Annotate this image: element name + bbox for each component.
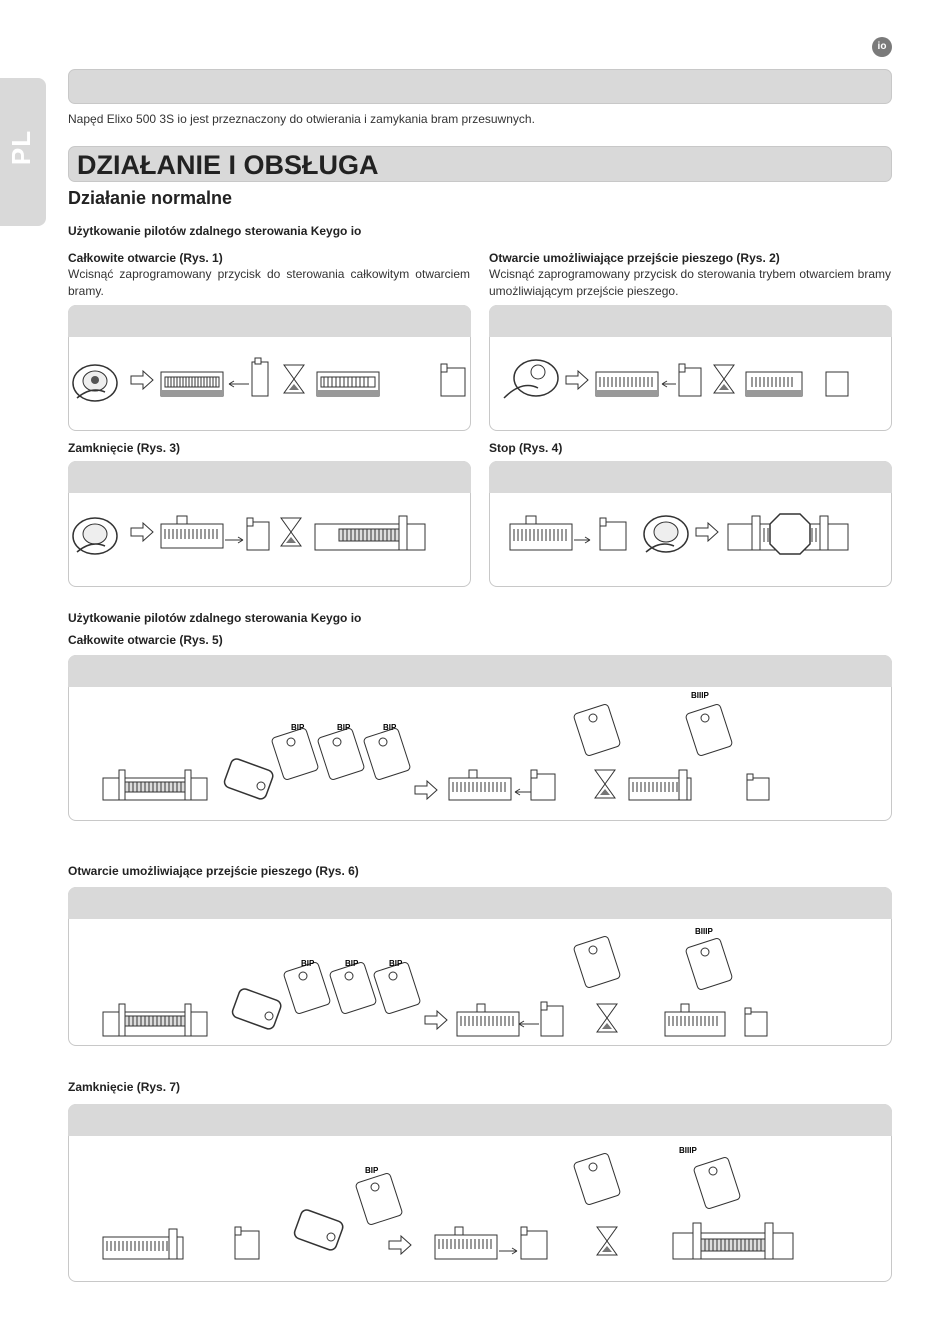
remote-icon bbox=[73, 518, 117, 554]
gate-icon bbox=[317, 372, 379, 396]
remote-press-icon bbox=[573, 1153, 621, 1206]
arrow-icon bbox=[131, 523, 153, 541]
arrow-icon bbox=[425, 1011, 447, 1029]
fig2-illustration bbox=[490, 306, 891, 430]
post-icon bbox=[521, 1227, 547, 1259]
language-tab-label: PL bbox=[6, 129, 37, 166]
remote-press-icon bbox=[693, 1157, 741, 1210]
long-beep-label: BIIIP bbox=[679, 1146, 697, 1155]
post-icon bbox=[531, 770, 555, 800]
fig1-label: Całkowite otwarcie (Rys. 1) bbox=[68, 251, 223, 265]
long-beep-label: BIIIP bbox=[695, 927, 713, 936]
gate-icon bbox=[161, 372, 223, 396]
fig3-label: Zamknięcie (Rys. 3) bbox=[68, 441, 181, 455]
arrow-icon bbox=[389, 1236, 411, 1254]
fig2-panel bbox=[489, 305, 892, 431]
fig7-panel bbox=[68, 1104, 892, 1282]
arrow-icon bbox=[225, 537, 243, 543]
beep-label: BIP bbox=[389, 959, 403, 968]
hourglass-icon bbox=[284, 365, 304, 393]
remote-icon bbox=[293, 1208, 345, 1251]
hourglass-icon bbox=[281, 518, 301, 546]
remote-press-icon bbox=[271, 728, 319, 781]
fig6-label: Otwarcie umożliwiające przejście pieszego (Rys. 6) bbox=[68, 864, 359, 878]
io-logo: io bbox=[872, 37, 892, 57]
fig5-illustration bbox=[69, 656, 891, 820]
hourglass-icon bbox=[597, 1004, 617, 1032]
gate-icon bbox=[746, 372, 802, 396]
post-icon bbox=[747, 774, 769, 800]
arrow-icon bbox=[229, 381, 249, 387]
post-icon bbox=[247, 518, 269, 550]
beep-label: BIP bbox=[383, 723, 397, 732]
header-bar bbox=[68, 69, 892, 104]
remote-press-icon bbox=[363, 728, 411, 781]
gate-icon bbox=[673, 1223, 793, 1259]
language-tab bbox=[0, 78, 46, 226]
fig5-label: Całkowite otwarcie (Rys. 5) bbox=[68, 633, 223, 647]
beep-label: BIP bbox=[345, 959, 359, 968]
post-icon bbox=[252, 358, 268, 396]
arrow-icon bbox=[574, 537, 590, 543]
remote-press-icon bbox=[329, 962, 377, 1015]
remote-press-icon bbox=[573, 704, 621, 757]
intro-text: Napęd Elixo 500 3S io jest przeznaczony do otwierania i zamykania bram przesuwnych. bbox=[68, 112, 535, 126]
fig4-panel bbox=[489, 461, 892, 587]
fig5-panel bbox=[68, 655, 892, 821]
fig1-text: Wcisnąć zaprogramowany przycisk do sterowania całkowitym otwarciem bramy. bbox=[68, 267, 470, 298]
remote-icon bbox=[644, 516, 688, 552]
arrow-icon bbox=[662, 381, 676, 387]
fig1-panel bbox=[68, 305, 471, 431]
remote-press-icon bbox=[685, 704, 733, 757]
beep-label: BIP bbox=[365, 1166, 379, 1175]
beep-label: BIP bbox=[301, 959, 315, 968]
remote-icon bbox=[231, 987, 283, 1030]
gate-icon bbox=[103, 1229, 183, 1259]
hourglass-icon bbox=[595, 770, 615, 798]
remote-icon bbox=[504, 360, 558, 398]
post-icon bbox=[600, 518, 626, 550]
fig4-illustration bbox=[490, 462, 891, 586]
gate-icon bbox=[315, 516, 425, 550]
gate-icon bbox=[103, 1004, 207, 1036]
remote-press-icon bbox=[355, 1173, 403, 1226]
post-icon bbox=[235, 1227, 259, 1259]
fig6-panel bbox=[68, 887, 892, 1046]
long-beep-label: BIIIP bbox=[691, 691, 709, 700]
gate-icon bbox=[510, 516, 572, 550]
remote-press-icon bbox=[317, 728, 365, 781]
subsection-title: Działanie normalne bbox=[68, 188, 233, 208]
fig7-illustration bbox=[69, 1105, 891, 1281]
fig3-panel bbox=[68, 461, 471, 587]
fig4-label: Stop (Rys. 4) bbox=[489, 441, 563, 455]
stop-octagon-icon bbox=[770, 514, 810, 554]
post-icon bbox=[826, 372, 848, 396]
hourglass-icon bbox=[714, 365, 734, 393]
gate-icon bbox=[435, 1227, 497, 1259]
fig6-illustration bbox=[69, 888, 891, 1045]
fig3-illustration bbox=[69, 462, 470, 586]
arrow-icon bbox=[499, 1248, 517, 1254]
gate-icon bbox=[449, 770, 511, 800]
remote-icon bbox=[223, 757, 275, 800]
arrow-icon bbox=[566, 371, 588, 389]
fig1-illustration bbox=[69, 306, 470, 430]
fig2-text: Wcisnąć zaprogramowany przycisk do sterowania trybem otwarciem bramy umożliwiającym przejście pieszego. bbox=[489, 267, 891, 298]
remote-press-icon bbox=[573, 936, 621, 989]
beep-label: BIP bbox=[291, 723, 305, 732]
hourglass-icon bbox=[597, 1227, 617, 1255]
arrow-icon bbox=[519, 1021, 539, 1027]
gate-icon bbox=[665, 1004, 725, 1036]
remote-icon bbox=[73, 365, 117, 401]
gate-icon bbox=[457, 1004, 519, 1036]
arrow-icon bbox=[131, 371, 153, 389]
fig7-label: Zamknięcie (Rys. 7) bbox=[68, 1080, 181, 1094]
post-icon bbox=[679, 364, 701, 396]
post-icon bbox=[541, 1002, 563, 1036]
gate-icon bbox=[596, 372, 658, 396]
arrow-icon bbox=[696, 523, 718, 541]
arrow-icon bbox=[415, 781, 437, 799]
remote-press-icon bbox=[283, 962, 331, 1015]
section-title: DZIAŁANIE I OBSŁUGA bbox=[77, 150, 379, 180]
gate-icon bbox=[103, 770, 207, 800]
group1-title: Użytkowanie pilotów zdalnego sterowania Keygo io bbox=[68, 224, 362, 238]
post-icon bbox=[745, 1008, 767, 1036]
fig2-label: Otwarcie umożliwiające przejście pieszego (Rys. 2) bbox=[489, 251, 780, 265]
post-icon bbox=[441, 364, 465, 396]
remote-press-icon bbox=[373, 962, 421, 1015]
section-title-bar bbox=[68, 146, 892, 182]
gate-icon bbox=[629, 770, 691, 800]
group2-title: Użytkowanie pilotów zdalnego sterowania Keygo io bbox=[68, 611, 362, 625]
gate-icon bbox=[161, 516, 223, 548]
beep-label: BIP bbox=[337, 723, 351, 732]
remote-press-icon bbox=[685, 938, 733, 991]
